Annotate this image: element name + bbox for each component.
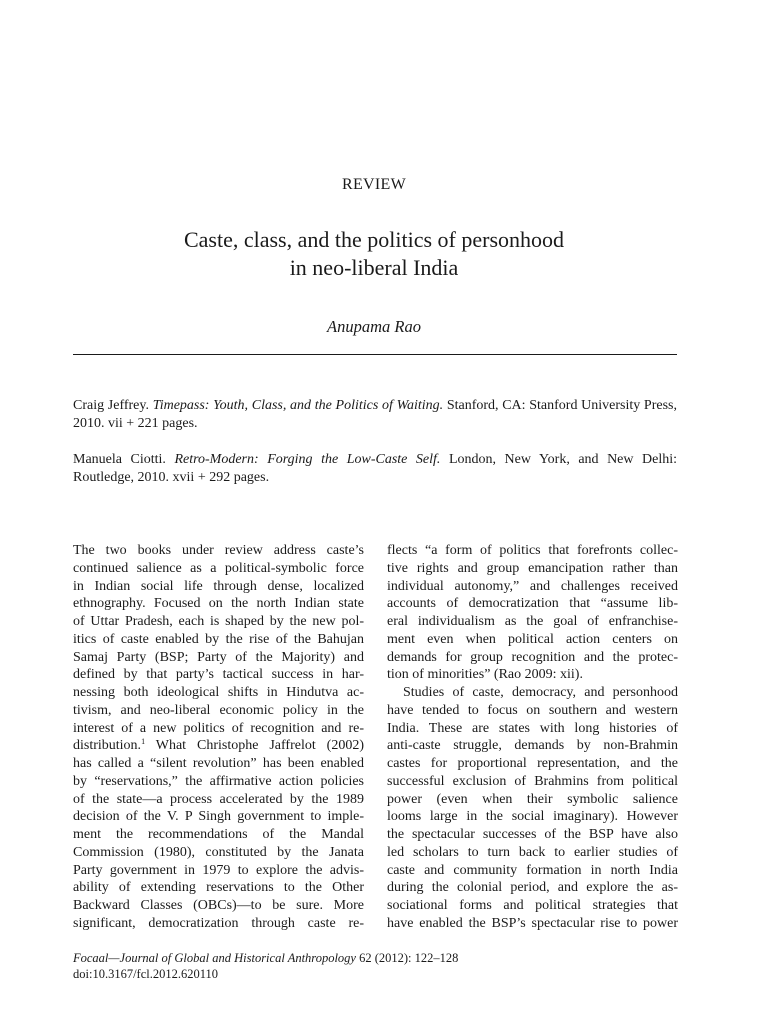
body-line: tion of minorities” (Rao 2009: xii). — [387, 667, 583, 683]
journal-volume-pages: 62 (2012): 122–128 — [355, 951, 459, 965]
body-line: accounts of democratization that “assume lib- — [387, 596, 678, 612]
body-line: ment even when political action centers on — [387, 631, 678, 647]
body-line: have tended to focus on southern and western — [387, 702, 678, 718]
body-line: defined by that party’s tactical success in har- — [73, 667, 364, 683]
journal-footer — [73, 950, 677, 982]
title-divider — [73, 354, 677, 355]
body-line: itics of caste enabled by the rise of the Bahujan — [73, 631, 364, 647]
body-line: flects “a form of politics that forefronts collec- — [387, 543, 678, 558]
body-line: tive rights and group emancipation rather than — [387, 560, 678, 576]
book-2-title: Retro-Modern: Forging the Low-Caste Self. — [174, 452, 441, 467]
book-1-title: Timepass: Youth, Class, and the Politics of Waiting. — [152, 398, 444, 413]
body-line: significant, democratization through caste re- — [73, 915, 364, 931]
book-2-details: London, New York, and New Delhi: Routledge, 2010. xvii + 292 pages. — [73, 452, 678, 485]
book-1-author: Craig Jeffrey. — [73, 398, 149, 413]
title-line-1: Caste, class, and the politics of personhood — [183, 227, 565, 252]
body-line: demands for group recognition and the protec- — [387, 649, 678, 665]
reviewed-book-1 — [73, 397, 677, 433]
body-line: individual autonomy,” and challenges received — [387, 578, 678, 594]
body-line: looms large in the social imaginary). However — [387, 809, 678, 825]
body-line: power (even when their symbolic salience — [387, 791, 678, 807]
body-line: ability of extending reservations to the Other — [73, 880, 364, 896]
body-line: anti-caste struggle, demands by non-Brahmin — [387, 738, 678, 754]
body-line: nessing both ideological shifts in Hindutva ac- — [73, 685, 364, 700]
body-line: of the state—a process accelerated by the 1989 — [73, 791, 364, 807]
body-line: have enabled the BSP’s spectacular rise to power — [387, 915, 678, 931]
body-line: Studies of caste, democracy, and personhood — [403, 685, 678, 700]
body-line: India. These are states with long histories of — [387, 720, 678, 736]
body-line: the spectacular successes of the BSP have also — [387, 827, 678, 842]
body-column-left — [73, 542, 364, 933]
body-line: eral individualism as the goal of enfranchise- — [387, 614, 678, 629]
doi[interactable]: doi:10.3167/fcl.2012.620110 — [73, 967, 219, 981]
body-line-rest: What Christophe Jaffrelot (2002) — [145, 738, 364, 754]
body-line: ethnography. Focused on the north Indian state — [73, 596, 364, 612]
body-line: continued salience as a political-symbolic force — [73, 560, 364, 576]
article-title — [0, 226, 748, 282]
journal-name: Focaal—Journal of Global and Historical Anthropology — [73, 951, 356, 965]
article-author: Anupama Rao — [327, 317, 421, 336]
body-line: by “reservations,” the affirmative action policies — [73, 773, 364, 789]
reviewed-book-2 — [73, 451, 677, 487]
body-line: interest of a new politics of recognition and re- — [73, 720, 364, 736]
body-line: The two books under review address caste’s — [73, 543, 364, 558]
body-line: caste and community formation in north India — [387, 862, 678, 878]
body-column-right — [387, 542, 678, 933]
body-line-start: distribution. — [73, 738, 142, 754]
body-line: during the colonial period, and explore the as- — [387, 880, 678, 896]
book-2-author: Manuela Ciotti. — [73, 452, 166, 467]
body-line: Samaj Party (BSP; Party of the Majority) and — [73, 649, 364, 665]
body-line: led scholars to turn back to earlier studies of — [387, 844, 678, 860]
book-1-details: Stanford, CA: Stanford University Press, 2010. vii + 221 pages. — [73, 398, 677, 431]
body-line: sociational forms and political strategies that — [387, 898, 678, 913]
body-line: ment the recommendations of the Mandal — [73, 827, 364, 842]
section-label: REVIEW — [341, 176, 406, 193]
body-line: castes for proportional representation, and the — [387, 756, 678, 771]
footnote-marker[interactable]: 1 — [141, 737, 146, 747]
body-line: Backward Classes (OBCs)—to be sure. More — [73, 898, 364, 913]
body-line: has called a “silent revolution” has been enabled — [73, 756, 364, 771]
body-line: successful exclusion of Brahmins from political — [387, 773, 678, 789]
body-line: in Indian social life through dense, localized — [73, 578, 364, 594]
title-line-2: in neo-liberal India — [289, 255, 459, 280]
body-line: Party government in 1979 to explore the advis- — [73, 862, 364, 878]
body-line: tivism, and neo-liberal economic policy in the — [73, 702, 364, 718]
body-line-with-footnote — [73, 737, 364, 755]
body-line: Commission (1980), constituted by the Janata — [73, 844, 364, 860]
journal-citation — [73, 950, 677, 966]
body-line: decision of the V. P Singh government to imple- — [73, 809, 364, 825]
body-line: of Uttar Pradesh, each is shaped by the new pol- — [73, 614, 364, 629]
